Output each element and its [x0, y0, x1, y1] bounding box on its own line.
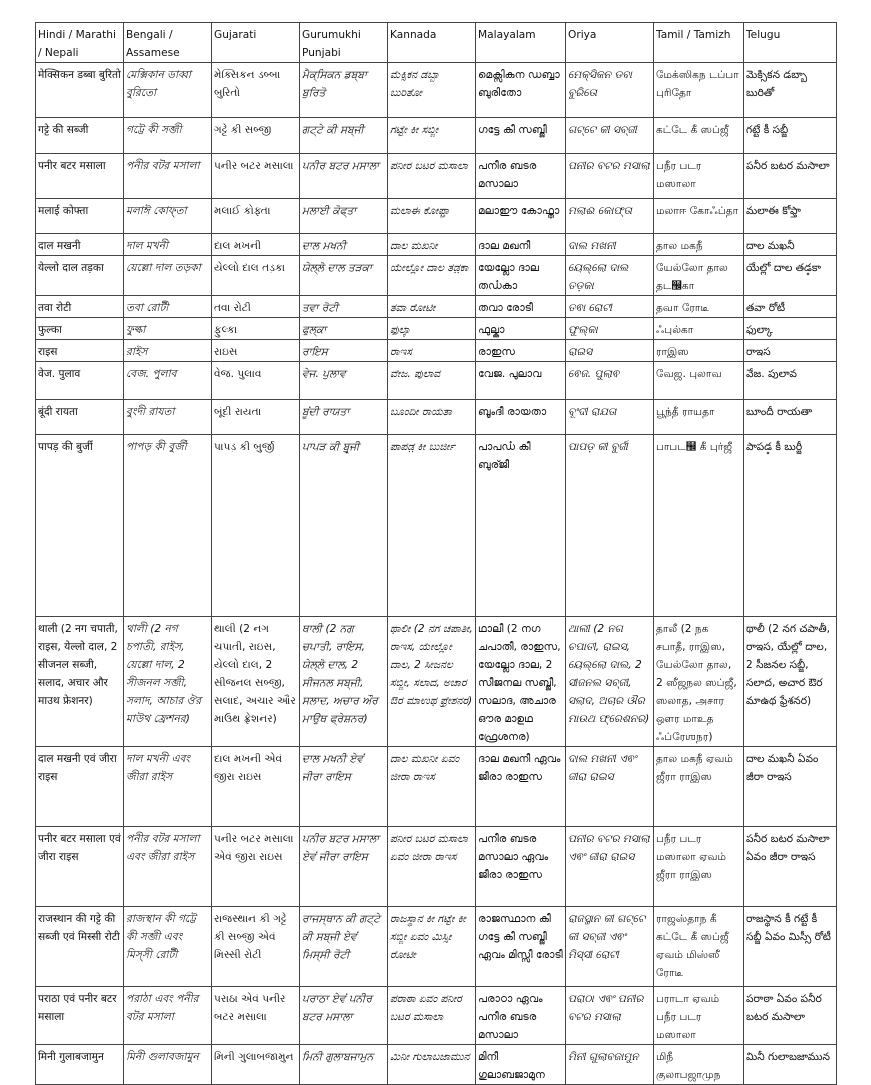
table-row: [36, 296, 837, 318]
table-cell: ୟେଲ୍ଲୋ ଦାଲ ତଡ଼କା: [566, 256, 654, 296]
table-cell: பநீர படர மஸாலா ஏவம் ஜீரா ராஇஸ: [654, 827, 744, 907]
table-cell: മിനീ ഗുലാബജാമുന: [476, 1045, 566, 1085]
table-cell: ગટ્ટે કી સબ્જી: [212, 118, 300, 154]
table-cell: రాఇస: [744, 340, 837, 362]
table-cell: மிநீ குலாபஜாமுந: [654, 1045, 744, 1085]
table-cell: ദാല മഖനീ ഏവം ജീരാ രാഇസ: [476, 747, 566, 827]
table-cell: తవా రోటీ: [744, 296, 837, 318]
table-cell: દાલ મખની એવં જીરા રાઇસ: [212, 747, 300, 827]
table-row: [36, 234, 837, 256]
table-cell: फुल्का: [36, 318, 124, 340]
table-cell: ಮಲಾಈ ಕೋಫ್ತಾ: [388, 199, 476, 234]
table-cell: ಯೇಲ್ಲೋ ದಾಲ ತಡ಼ಕಾ: [388, 256, 476, 296]
table-cell: യേല്ലോ ദാല തഡ഼കാ: [476, 256, 566, 296]
table-cell: പനീര ബടര മസാലാ: [476, 154, 566, 199]
table-cell: વેજ. પુલાવ: [212, 362, 300, 400]
table-cell: యేల్లో దాల తడ఼కా: [744, 256, 837, 296]
table-cell: வேஜ. புலாவ: [654, 362, 744, 400]
table-cell: ತವಾ ರೋಟೀ: [388, 296, 476, 318]
table-cell: पापड़ की बुर्जी: [36, 435, 124, 617]
table-cell: ಗಟ್ಟೇ ಕೀ ಸಬ್ಜೀ: [388, 118, 476, 154]
table-cell: ರಾಜಸ್ಥಾನ ಕೀ ಗಟ್ಟೇ ಕೀ ಸಬ್ಜೀ ಏವಂ ಮಿಸ್ಸೀ ರೋಟೀ: [388, 907, 476, 987]
table-cell: ਪਨੀਰ ਬਟਰ ਮਸਾਲਾ ਏਵਂ ਜੀਰਾ ਰਾਇਸ: [300, 827, 388, 907]
table-cell: பூந்தீ ராயதா: [654, 400, 744, 435]
table-cell: দাল মখনী এবং জীরা রাইস: [124, 747, 212, 827]
table-cell: ಮಿನೀ ಗುಲಾಬಜಾಮುನ: [388, 1045, 476, 1085]
column-header: Kannada: [388, 23, 476, 63]
table-cell: તવા રોટી: [212, 296, 300, 318]
table-cell: ପନୀର ବଟର ମସାଲା: [566, 154, 654, 199]
table-row: [36, 907, 837, 987]
table-cell: പനീര ബടര മസാലാ ഏവം ജീരാ രാഇസ: [476, 827, 566, 907]
table-cell: ରାଜସ୍ଥାନ କୀ ଗଟ୍ଟେ କୀ ସବ୍ଜୀ ଏଵଂ ମିସ୍ସୀ ରୋଟୀ: [566, 907, 654, 987]
table-cell: મિની ગુલાબજામુન: [212, 1045, 300, 1085]
table-row: [36, 318, 837, 340]
table-cell: రాజస్థాన కీ గట్టే కీ సబ్జీ ఏవం మిస్సీ రోటీ: [744, 907, 837, 987]
table-cell: തവാ രോടീ: [476, 296, 566, 318]
table-cell: वेज. पुलाव: [36, 362, 124, 400]
table-cell: ਫੁਲ੍ਕਾ: [300, 318, 388, 340]
table-row: [36, 827, 837, 907]
table-row: [36, 400, 837, 435]
table-cell: বেজ. পুলাব: [124, 362, 212, 400]
table-cell: গট্টে কী সব্জী: [124, 118, 212, 154]
table-cell: তবা রোটী: [124, 296, 212, 318]
table-cell: ஃபுல்கா: [654, 318, 744, 340]
table-cell: వేజ. పులావ: [744, 362, 837, 400]
table-row: [36, 256, 837, 296]
table-cell: పరాఠా ఏవం పనీర బటర మసాలా: [744, 987, 837, 1045]
table-cell: तवा रोटी: [36, 296, 124, 318]
table-cell: થાલી (2 નગ ચપાતી, રાઇસ, યેલ્લો દાલ, 2 સીજનલ સબ્જી, સલાદ, અચાર ઔર માઉથ ફ્રેશનર): [212, 617, 300, 747]
table-cell: பராடா ஏவம் பநீர படர மஸாலா: [654, 987, 744, 1045]
table-cell: പരാഠാ ഏവം പനീര ബടര മസാലാ: [476, 987, 566, 1045]
table-cell: ദാല മഖനീ: [476, 234, 566, 256]
table-cell: ಪನೀರ ಬಟರ ಮಸಾಲಾ ಏವಂ ಜೀರಾ ರಾಇಸ: [388, 827, 476, 907]
table-cell: పనీర బటర మసాలా: [744, 154, 837, 199]
table-cell: വേജ. പുലാവ: [476, 362, 566, 400]
table-cell: ପାପଡ଼ କୀ ବୁର୍ଜୀ: [566, 435, 654, 617]
table-cell: രാഇസ: [476, 340, 566, 362]
table-cell: ਮਿਨੀ ਗੁਲਾਬਜਾਮੁਨ: [300, 1045, 388, 1085]
table-cell: পনীর বটর মসালা এবং জীরা রাইস: [124, 827, 212, 907]
table-cell: ഗട്ടേ കീ സബ്ജീ: [476, 118, 566, 154]
table-cell: রাজস্থান কী গট্টে কী সব্জী এবং মিস্সী রোটী: [124, 907, 212, 987]
table-cell: ದಾಲ ಮಖನೀ: [388, 234, 476, 256]
table-cell: മലാഈ കോഫ്താ: [476, 199, 566, 234]
table-cell: ਦਾਲ ਮਖਨੀ ਏਵਂ ਜੀਰਾ ਰਾਇਸ: [300, 747, 388, 827]
column-header: Telugu: [744, 23, 837, 63]
table-cell: ਪਰਾਠਾ ਏਵਂ ਪਨੀਰ ਬਟਰ ਮਸਾਲਾ: [300, 987, 388, 1045]
table-cell: ফুল্কা: [124, 318, 212, 340]
table-cell: पनीर बटर मसाला एवं जीरा राइस: [36, 827, 124, 907]
table-cell: கட்டே கீ ஸப்ஜீ: [654, 118, 744, 154]
table-cell: मेक्सिकन डब्बा बुरितो: [36, 63, 124, 118]
table-cell: ਗਟ੍ਟੇ ਕੀ ਸਬ੍ਜੀ: [300, 118, 388, 154]
table-cell: పనీర బటర మసాలా ఏవం జీరా రాఇస: [744, 827, 837, 907]
table-cell: ఫుల్కా: [744, 318, 837, 340]
table-cell: தால மகநீ: [654, 234, 744, 256]
header-row: [36, 23, 837, 63]
table-cell: രാജസ്ഥാന കീ ഗട്ടേ കീ സബ്ജീ ഏവം മിസ്സീ രോടീ: [476, 907, 566, 987]
table-cell: ವೇಜ. ಪುಲಾವ: [388, 362, 476, 400]
table-cell: থালী (2 নগ চপাতী, রাইস, য়েল্লো দাল, 2 সীজনল সব্জী, সলাদ, আচার ঔর মাউথ ফ্রেশনর): [124, 617, 212, 747]
table-cell: दाल मखनी: [36, 234, 124, 256]
table-row: [36, 154, 837, 199]
table-cell: યેલ્લો દાલ તડ઼કા: [212, 256, 300, 296]
table-cell: ଦାଲ ମଖନୀ: [566, 234, 654, 256]
translation-table-container: [35, 22, 836, 1085]
table-cell: ਯੇਲ੍ਲੋ ਦਾਲ ਤੜਕਾ: [300, 256, 388, 296]
table-cell: ਵੇਜ. ਪੁਲਾਵ: [300, 362, 388, 400]
table-cell: পরাঠা এবং পনীর বটর মসালা: [124, 987, 212, 1045]
table-cell: પનીર બટર મસાલા એવં જીરા રાઇસ: [212, 827, 300, 907]
table-cell: ਮੈਕ੍ਸਿਕਨ ਡਬ੍ਬਾ ਬੁਰਿਤੋ: [300, 63, 388, 118]
table-cell: ପରାଠା ଏଵଂ ପନୀର ବଟର ମସାଲା: [566, 987, 654, 1045]
table-cell: பநீர படர மஸாலா: [654, 154, 744, 199]
table-row: [36, 747, 837, 827]
table-cell: बूंदी रायता: [36, 400, 124, 435]
table-cell: ଵେଜ. ପୁଲାଵ: [566, 362, 654, 400]
table-cell: પરાઠા એવં પનીર બટર મસાલા: [212, 987, 300, 1045]
table-cell: ಪನೀರ ಬಟರ ಮಸಾಲಾ: [388, 154, 476, 199]
table-row: [36, 340, 837, 362]
table-cell: ਮਲਾਈ ਕੋਫ੍ਤਾ: [300, 199, 388, 234]
table-cell: राजस्थान की गट्टे की सब्जी एवं मिस्सी रोटी: [36, 907, 124, 987]
table-row: [36, 617, 837, 747]
table-cell: தால மகநீ ஏவம் ஜீரா ராஇஸ: [654, 747, 744, 827]
table-cell: राइस: [36, 340, 124, 362]
table-cell: ராஇஸ: [654, 340, 744, 362]
table-cell: ଫୁଲ୍କା: [566, 318, 654, 340]
table-cell: గట్టే కీ సబ్జీ: [744, 118, 837, 154]
table-cell: ਪਨੀਰ ਬਟਰ ਮਸਾਲਾ: [300, 154, 388, 199]
table-cell: தவா ரோடீ: [654, 296, 744, 318]
table-cell: ராஜஸ்தாந கீ கட்டே கீ ஸப்ஜீ ஏவம் மிஸ்ஸீ ரோடீ: [654, 907, 744, 987]
table-cell: ರಾಇಸ: [388, 340, 476, 362]
table-cell: ପନୀର ବଟର ମସାଲା ଏଵଂ ଜୀରା ରାଇସ: [566, 827, 654, 907]
table-cell: ഥാലീ (2 നഗ ചപാതീ, രാഇസ, യേല്ലോ ദാല, 2 സീജനല സബ്ജീ, സലാദ, അചാര ഔര മാഉഥ ഫ്രേശനര): [476, 617, 566, 747]
column-header: Hindi / Marathi / Nepali: [36, 23, 124, 63]
table-cell: ଥାଲୀ (2 ନଗ ଚପାତୀ, ରାଇସ, ୟେଲ୍ଲୋ ଦାଲ, 2 ସୀଜନଲ ସବ୍ଜୀ, ସଲାଦ, ଅଚାର ଔର ମାଉଥ ଫ୍ରେଶନର): [566, 617, 654, 747]
table-cell: ಥಾಲೀ (2 ನಗ ಚಪಾತೀ, ರಾಇಸ, ಯೇಲ್ಲೋ ದಾಲ, 2 ಸೀಜನಲ ಸಬ್ಜೀ, ಸಲಾದ, ಅಚಾರ ಔರ ಮಾಉಥ ಫ್ರೇಶನರ): [388, 617, 476, 747]
table-cell: ਪਾਪੜ ਕੀ ਬੁਰ੍ਜੀ: [300, 435, 388, 617]
table-row: [36, 199, 837, 234]
table-cell: పాపడ఼ కీ బుర్జీ: [744, 435, 837, 617]
column-header: Tamil / Tamizh: [654, 23, 744, 63]
table-cell: ଗଟ୍ଟେ କୀ ସବ୍ଜୀ: [566, 118, 654, 154]
table-cell: પનીર બટર મસાલા: [212, 154, 300, 199]
table-cell: ମଲାଈ କୋଫ୍ତା: [566, 199, 654, 234]
table-cell: মিনী গুলাবজামুন: [124, 1045, 212, 1085]
table-cell: दाल मखनी एवं जीरा राइस: [36, 747, 124, 827]
table-cell: দাল মখনী: [124, 234, 212, 256]
table-cell: ମେକ୍ସିକନ ଡବା ବୁରିତୋ: [566, 63, 654, 118]
table-cell: ਬੂਂਦੀ ਰਾਯਤਾ: [300, 400, 388, 435]
table-row: [36, 435, 837, 617]
table-cell: யேல்லோ தால தட஼கா: [654, 256, 744, 296]
table-cell: मलाई कोफ्ता: [36, 199, 124, 234]
table-cell: पनीर बटर मसाला: [36, 154, 124, 199]
table-cell: પાપડ઼ કી બુર્જી: [212, 435, 300, 617]
table-cell: మెక్సికన డబ్బా బురితో: [744, 63, 837, 118]
column-header: Gujarati: [212, 23, 300, 63]
table-cell: ਰਾਜਸ੍ਥਾਨ ਕੀ ਗਟ੍ਟੇ ਕੀ ਸਬ੍ਜੀ ਏਵਂ ਮਿਸ੍ਸੀ ਰੋਟੀ: [300, 907, 388, 987]
table-cell: ବୂଂଦୀ ରାଯତା: [566, 400, 654, 435]
table-cell: ତଵା ରୋଟୀ: [566, 296, 654, 318]
table-cell: য়েল্লো দাল তড়কা: [124, 256, 212, 296]
table-row: [36, 1045, 837, 1085]
table-cell: ബൂംദീ രായതാ: [476, 400, 566, 435]
table-cell: మినీ గులాబజామున: [744, 1045, 837, 1085]
table-cell: મેક્સિકન ડબ્બા બુરિતો: [212, 63, 300, 118]
table-row: [36, 362, 837, 400]
table-cell: പാപഡ഼ കീ ബുര്ജീ: [476, 435, 566, 617]
table-cell: ਤਵਾ ਰੋਟੀ: [300, 296, 388, 318]
table-cell: ഫുല്കാ: [476, 318, 566, 340]
column-header: Oriya: [566, 23, 654, 63]
table-cell: ਰਾਇਸ: [300, 340, 388, 362]
menu-translation-table: [35, 22, 837, 1085]
table-cell: રાઇસ: [212, 340, 300, 362]
table-row: [36, 987, 837, 1045]
table-cell: ମିନୀ ଗୁଲାବଜାମୁନ: [566, 1045, 654, 1085]
table-cell: ફુલ્કા: [212, 318, 300, 340]
table-cell: ଦାଲ ମଖନୀ ଏଵଂ ଜୀରା ରାଇସ: [566, 747, 654, 827]
table-cell: ಪಾಪಡ಼ ಕೀ ಬುರ್ಜೀ: [388, 435, 476, 617]
table-cell: येल्लो दाल तड़का: [36, 256, 124, 296]
table-cell: దాల మఖనీ: [744, 234, 837, 256]
table-cell: మలాఈ కోఫ్తా: [744, 199, 837, 234]
table-cell: દાલ મખની: [212, 234, 300, 256]
table-cell: தாலீ (2 நக சபாதீ, ராஇஸ, யேல்லோ தால, 2 ஸீஜநல ஸப்ஜீ, ஸலாத, அசார ஔர மாஉத ஃப்ரேஶநர): [654, 617, 744, 747]
table-cell: ਦਾਲ ਮਖਨੀ: [300, 234, 388, 256]
table-cell: மேக்ஸிகந டப்பா புரிதோ: [654, 63, 744, 118]
table-cell: థాలీ (2 నగ చపాతీ, రాఇస, యేల్లో దాల, 2 సీజనల సబ్జీ, సలాద, అచార ఔర మాఉథ ఫ్రేశనర): [744, 617, 837, 747]
table-cell: पराठा एवं पनीर बटर मसाला: [36, 987, 124, 1045]
table-cell: गट्टे की सब्जी: [36, 118, 124, 154]
table-cell: মলাঈ কোফ্তা: [124, 199, 212, 234]
table-cell: পনীর বটর মসালা: [124, 154, 212, 199]
table-cell: മെക്സികന ഡബ്ബാ ബുരിതോ: [476, 63, 566, 118]
table-cell: ಪರಾಠಾ ಏವಂ ಪನೀರ ಬಟರ ಮಸಾಲಾ: [388, 987, 476, 1045]
column-header: Bengali / Assamese: [124, 23, 212, 63]
table-cell: মেক্সিকান ডাব্বা বুরিতো: [124, 63, 212, 118]
table-cell: थाली (2 नग चपाती, राइस, येल्लो दाल, 2 सीजनल सब्जी, सलाद, अचार और माउथ फ्रेशनर): [36, 617, 124, 747]
table-cell: ಬೂಂದೀ ರಾಯತಾ: [388, 400, 476, 435]
table-cell: મલાઈ કોફ્તા: [212, 199, 300, 234]
table-row: [36, 63, 837, 118]
column-header: Malayalam: [476, 23, 566, 63]
table-cell: পাপড় কী বুর্জী: [124, 435, 212, 617]
table-cell: ಫುಲ್ಕಾ: [388, 318, 476, 340]
table-cell: బూందీ రాయతా: [744, 400, 837, 435]
table-cell: বুংদী রাযতা: [124, 400, 212, 435]
table-cell: બૂંદી રાયતા: [212, 400, 300, 435]
table-cell: దాల మఖనీ ఏవం జీరా రాఇస: [744, 747, 837, 827]
table-row: [36, 118, 837, 154]
table-cell: ಮೆಕ್ಸಿಕನ ಡಬ್ಬಾ ಬುರಿತೋ: [388, 63, 476, 118]
table-cell: ਥਾਲੀ (2 ਨਗ ਚਪਾਤੀ, ਰਾਇਸ, ਯੇਲ੍ਲੋ ਦਾਲ, 2 ਸੀਜਨਲ ਸਬ੍ਜੀ, ਸਲਾਦ, ਅਚਾਰ ਔਰ ਮਾਉਥ ਫ੍ਰੇਸ਼ਨਰ): [300, 617, 388, 747]
table-cell: मिनी गुलाबजामुन: [36, 1045, 124, 1085]
table-cell: பாபட஼ கீ புர்ஜீ: [654, 435, 744, 617]
table-cell: রাইস: [124, 340, 212, 362]
table-cell: ରାଇସ: [566, 340, 654, 362]
table-cell: રાજસ્થાન કી ગટ્ટે કી સબ્જી એવં મિસ્સી રોટી: [212, 907, 300, 987]
table-cell: ದಾಲ ಮಖನೀ ಏವಂ ಜೀರಾ ರಾಇಸ: [388, 747, 476, 827]
column-header: Gurumukhi Punjabi: [300, 23, 388, 63]
table-cell: மலாஈ கோஃப்தா: [654, 199, 744, 234]
